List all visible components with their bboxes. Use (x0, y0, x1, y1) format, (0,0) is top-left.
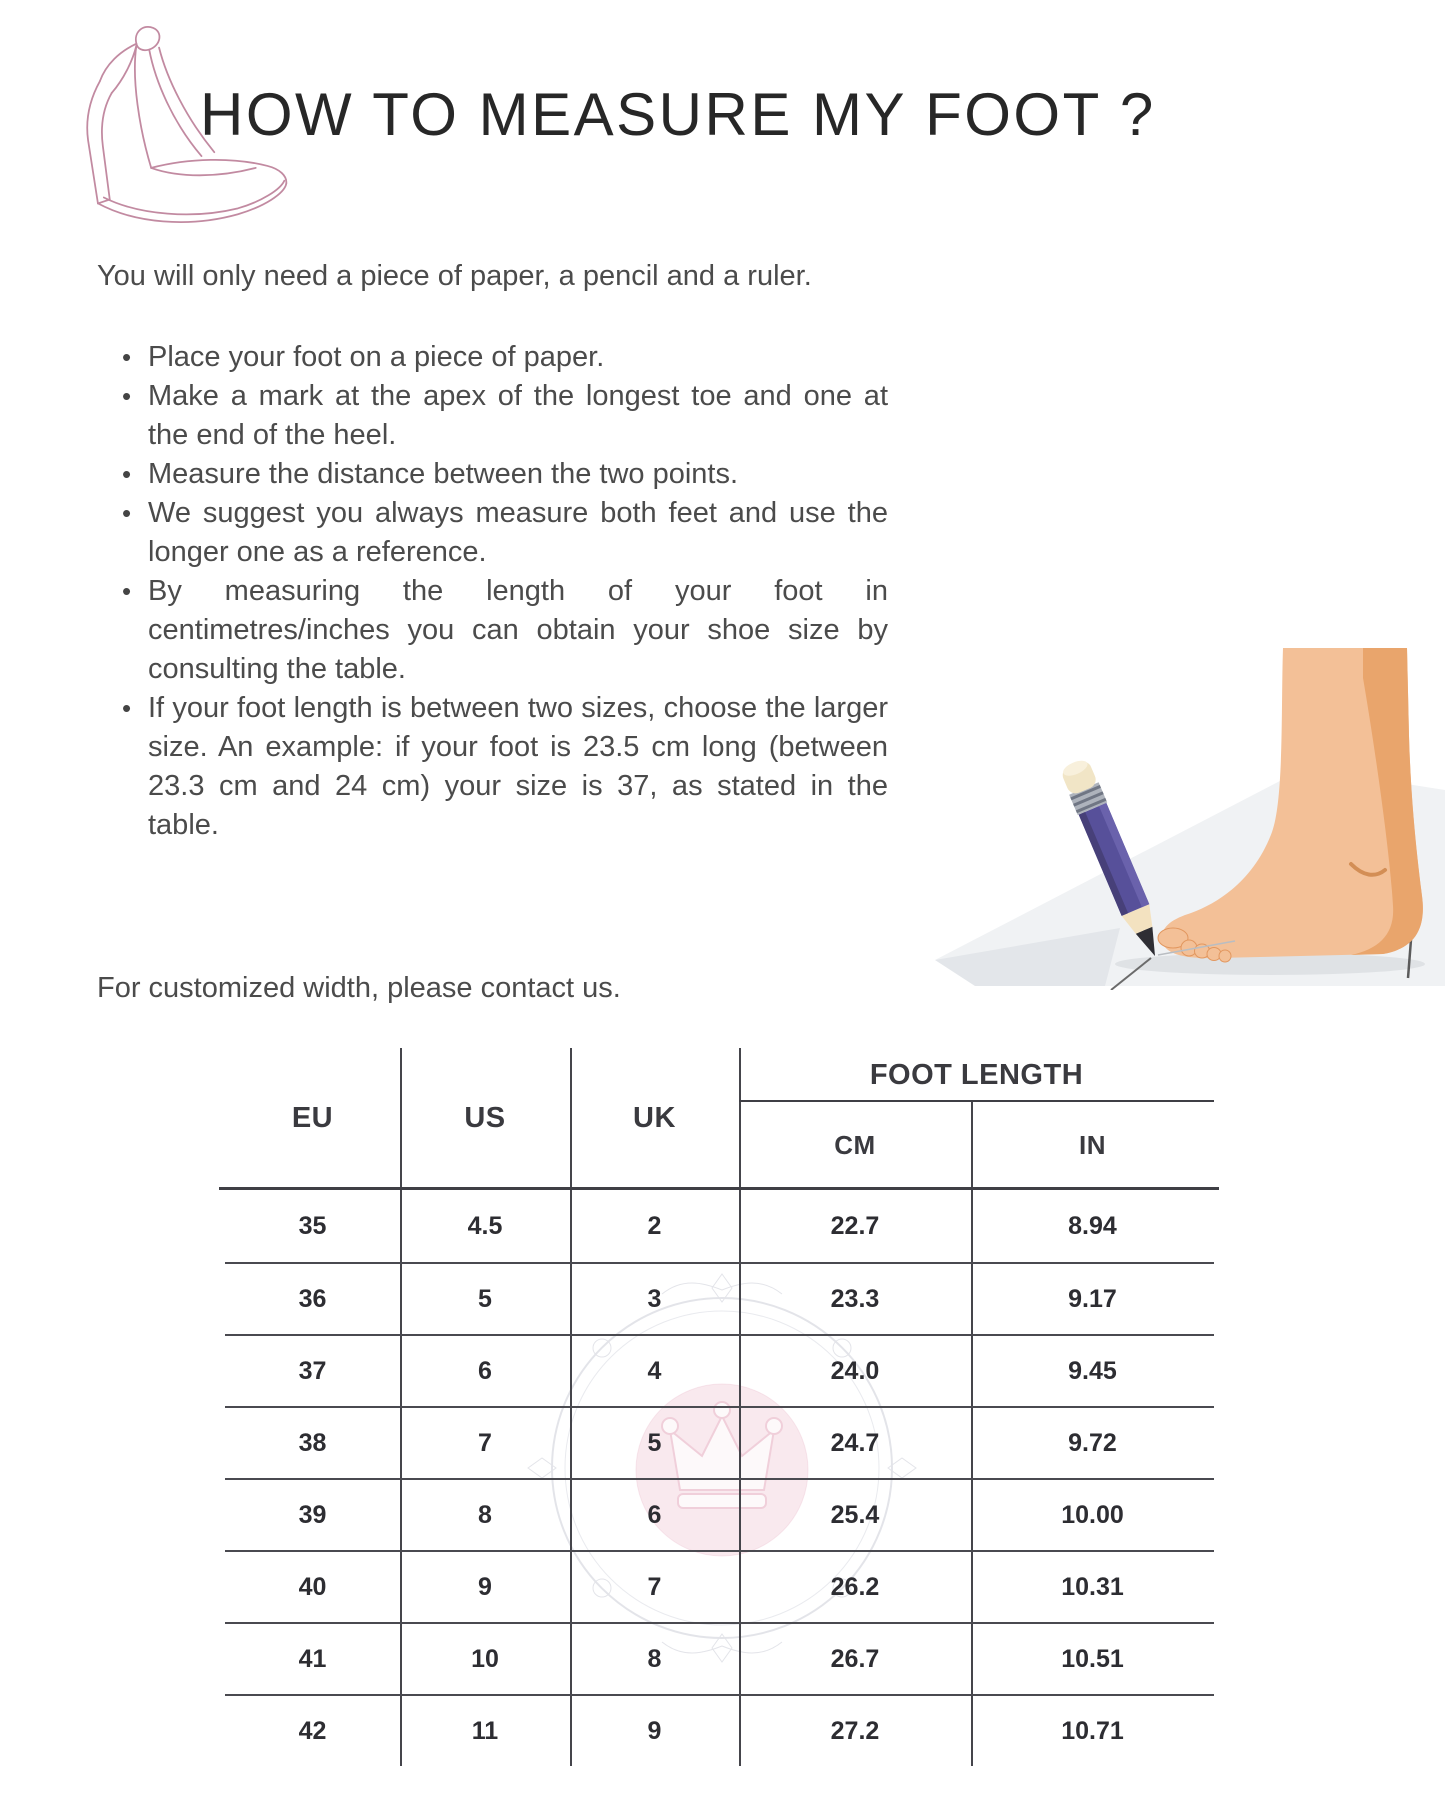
table-cell: 10 (471, 1644, 499, 1673)
table-row (225, 1622, 1214, 1694)
table-cell: 40 (298, 1572, 327, 1601)
table-cell: 9.17 (1068, 1284, 1117, 1313)
size-table (225, 1048, 1214, 1766)
table-cell: 38 (298, 1428, 327, 1457)
table-row (225, 1694, 1214, 1766)
instruction-item: • Place your foot on a piece of paper. (122, 338, 888, 377)
table-cell: 27.2 (830, 1716, 880, 1745)
table-cell: 10.71 (1061, 1716, 1124, 1745)
table-cell: 10.00 (1061, 1500, 1124, 1529)
table-cell: 6 (478, 1356, 492, 1385)
table-cell: 26.2 (830, 1572, 880, 1601)
table-cell: 11 (471, 1716, 499, 1745)
page-title: HOW TO MEASURE MY FOOT ? (200, 81, 1156, 148)
size-table-body (225, 1190, 1214, 1766)
foot-length-underline (739, 1100, 1214, 1102)
table-cell: 26.7 (830, 1644, 880, 1673)
table-row (225, 1550, 1214, 1622)
table-cell: 24.7 (830, 1428, 880, 1457)
table-row (225, 1334, 1214, 1406)
table-cell: 9.72 (1068, 1428, 1117, 1457)
foot (1158, 648, 1423, 962)
column-header-uk: UK (633, 1101, 676, 1134)
instruction-item: • By measuring the length of your foot in centimetres/inches you can obtain your shoe size by consulting the table. (122, 572, 888, 689)
table-row (225, 1262, 1214, 1334)
table-cell: 25.4 (830, 1500, 880, 1529)
table-cell: 39 (298, 1500, 327, 1529)
table-cell: 8.94 (1068, 1211, 1117, 1240)
customized-width-note: For customized width, please contact us. (97, 972, 621, 1004)
table-cell: 5 (478, 1284, 492, 1313)
column-header-us: US (464, 1101, 506, 1134)
table-cell: 4.5 (467, 1211, 503, 1240)
table-cell: 24.0 (830, 1356, 880, 1385)
instruction-item: • We suggest you always measure both feet and use the longer one as a reference. (122, 494, 888, 572)
table-cell: 41 (298, 1644, 327, 1673)
column-header-foot-length: FOOT LENGTH (869, 1058, 1084, 1091)
intro-text: You will only need a piece of paper, a pencil and a ruler. (97, 260, 812, 292)
table-cell: 35 (298, 1211, 327, 1240)
foot-measurement-illustration (915, 618, 1445, 990)
table-cell: 22.7 (830, 1211, 880, 1240)
table-cell: 6 (647, 1500, 662, 1529)
table-cell: 36 (298, 1284, 327, 1313)
table-cell: 9.45 (1068, 1356, 1117, 1385)
table-cell: 4 (647, 1356, 662, 1385)
table-row (225, 1190, 1214, 1262)
table-cell: 2 (647, 1211, 662, 1240)
column-header-eu: EU (291, 1101, 334, 1134)
table-cell: 9 (647, 1716, 662, 1745)
table-cell: 10.51 (1061, 1644, 1124, 1673)
table-cell: 8 (647, 1644, 662, 1673)
instruction-item: • If your foot length is between two sizes, choose the larger size. An example: if your foot is 23.5 cm long (between 23.3 cm and 24 cm) your size is 37, as stated in the table. (122, 689, 888, 845)
table-cell: 10.31 (1061, 1572, 1124, 1601)
instruction-item: • Measure the distance between the two points. (122, 455, 888, 494)
table-cell: 42 (298, 1716, 327, 1745)
table-row (225, 1478, 1214, 1550)
table-cell: 37 (298, 1356, 327, 1385)
table-cell: 8 (478, 1500, 492, 1529)
table-cell: 3 (647, 1284, 662, 1313)
column-header-in: IN (1079, 1129, 1106, 1160)
table-cell: 23.3 (830, 1284, 880, 1313)
table-cell: 9 (478, 1572, 492, 1601)
table-row (225, 1406, 1214, 1478)
instructions-list (122, 338, 888, 845)
instruction-item: • Make a mark at the apex of the longest toe and one at the end of the heel. (122, 377, 888, 455)
table-cell: 7 (647, 1572, 662, 1601)
table-cell: 7 (478, 1428, 492, 1457)
table-cell: 5 (647, 1428, 662, 1457)
column-header-cm: CM (834, 1129, 876, 1160)
